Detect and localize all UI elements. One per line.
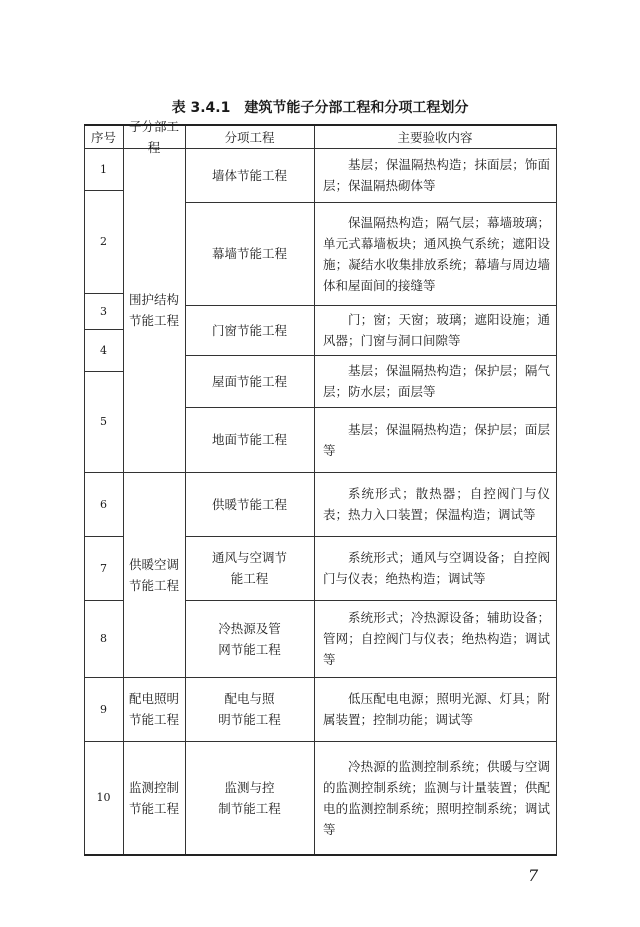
serial-cell: 8 (100, 632, 107, 645)
sub-division-cell: 监测控制 节能工程 (128, 779, 179, 816)
content-cell (314, 472, 556, 536)
sub-division-cell: 配电照明 节能工程 (128, 691, 179, 727)
item-name-cell: 通风与空调节 能工程 (211, 550, 287, 586)
item-name-cell: 幕墙节能工程 (211, 246, 287, 261)
serial-cell: 7 (100, 561, 107, 575)
header-sub-division: 子分部工程 (128, 119, 179, 155)
header-content: 主要验收内容 (397, 129, 473, 145)
content-text: 系统形式；散热器；自控阀门与仪表；热力入口装置；保温构造；调试等 (323, 486, 550, 522)
content-cell (314, 741, 556, 854)
header-item: 分项工程 (224, 129, 275, 145)
serial-cell: 5 (100, 415, 107, 428)
table-title-text: 建筑节能子分部工程和分项工程划分 (244, 100, 469, 116)
content-cell (314, 355, 556, 407)
serial-cell: 6 (100, 497, 107, 511)
sub-division-cell: 供暖空调 节能工程 (128, 556, 179, 593)
content-text: 低压配电电源；照明光源、灯具；附属装置；控制功能；调试等 (323, 691, 550, 727)
content-text: 基层；保温隔热构造；抹面层；饰面层；保温隔热砌体等 (323, 157, 550, 193)
sub-division-cell: 围护结构 节能工程 (128, 292, 179, 328)
division-table (84, 119, 557, 856)
serial-cell: 2 (100, 235, 107, 248)
content-text: 保温隔热构造；隔气层；幕墙玻璃；单元式幕墙板块；通风换气系统；遮阳设施；凝结水收集排放系统；幕墙与周边墙体和屋面间的接缝等 (323, 214, 550, 293)
content-text: 系统形式；冷热源设备；辅助设备；管网；自控阀门与仪表；绝热构造；调试等 (323, 610, 550, 667)
serial-cell: 3 (100, 304, 107, 318)
content-cell (314, 407, 556, 472)
content-cell (314, 305, 556, 355)
content-cell (314, 148, 556, 202)
item-name-cell: 供暖节能工程 (211, 496, 287, 512)
item-name-cell: 屋面节能工程 (211, 373, 287, 389)
item-name-cell: 配电与照 明节能工程 (218, 691, 281, 727)
header-serial: 序号 (90, 129, 116, 145)
serial-cell: 10 (96, 791, 111, 804)
content-cell (314, 536, 556, 600)
content-text: 基层；保温隔热构造；保护层；隔气层；防水层；面层等 (323, 363, 550, 399)
item-name-cell: 墙体节能工程 (211, 167, 287, 183)
content-cell (314, 600, 556, 677)
item-name-cell: 门窗节能工程 (211, 322, 287, 338)
content-cell (314, 677, 556, 741)
serial-cell: 1 (100, 162, 107, 176)
item-name-cell: 地面节能工程 (211, 432, 287, 447)
serial-cell: 9 (100, 702, 107, 716)
content-text: 系统形式；通风与空调设备；自控阀门与仪表；绝热构造；调试等 (323, 550, 550, 586)
table-number: 表 3.4.1 (171, 100, 231, 116)
item-name-cell: 监测与控 制节能工程 (218, 779, 281, 816)
content-text: 基层；保温隔热构造；保护层；面层等 (323, 421, 550, 458)
content-text: 门；窗；天窗；玻璃；遮阳设施；通风器；门窗与洞口间隙等 (323, 312, 550, 348)
page-number: 7 (528, 866, 539, 885)
serial-cell: 4 (100, 343, 107, 357)
item-name-cell: 冷热源及管 网节能工程 (218, 620, 281, 657)
table-title (0, 97, 640, 117)
content-cell (314, 202, 556, 305)
content-text: 冷热源的监测控制系统；供暖与空调的监测控制系统；监测与计量装置；供配电的监测控制系统；照明控制系统；调试等 (323, 758, 550, 837)
table-border-right (556, 126, 557, 854)
